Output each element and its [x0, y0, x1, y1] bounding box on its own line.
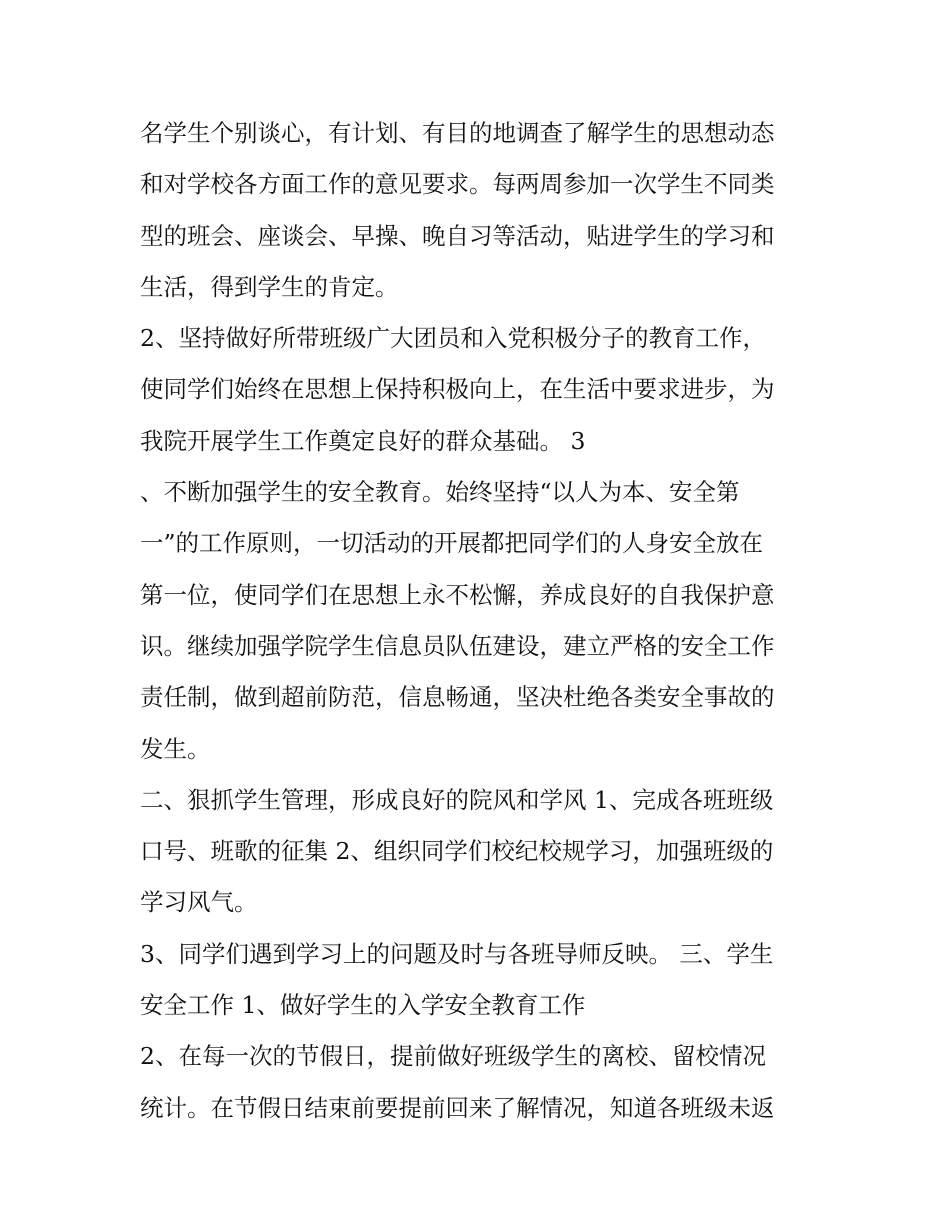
text-line: 生活，得到学生的肯定。	[140, 272, 399, 301]
body-text	[140, 108, 820, 1134]
text-line: 发生。	[140, 734, 211, 763]
text-line: 第一位，使同学们在思想上永不松懈，养成良好的自我保护意	[140, 580, 775, 609]
text-line: 我院开展学生工作奠定良好的群众基础。 3	[140, 426, 586, 455]
text-line: 责任制，做到超前防范，信息畅通，坚决杜绝各类安全事故的	[140, 683, 775, 712]
text-line: 使同学们始终在思想上保持积极向上，在生活中要求进步，为	[140, 375, 775, 404]
text-line: 统计。在节假日结束前要提前回来了解情况，知道各班级未返	[140, 1093, 775, 1122]
text-line: 二、狠抓学生管理，形成良好的院风和学风 1、完成各班班级	[140, 785, 774, 814]
text-line: 学习风气。	[140, 888, 258, 917]
text-line: 名学生个别谈心，有计划、有目的地调查了解学生的思想动态	[140, 119, 775, 147]
text-line: 一”的工作原则，一切活动的开展都把同学们的人身安全放在	[140, 529, 764, 558]
text-line: 3、同学们遇到学习上的问题及时与各班导师反映。 三、学生	[140, 939, 774, 968]
text-line: 2、在每一次的节假日，提前做好班级学生的离校、留校情况	[140, 1042, 766, 1071]
text-line: 口号、班歌的征集 2、组织同学们校纪校规学习，加强班级的	[140, 837, 774, 866]
text-line: 型的班会、座谈会、早操、晚自习等活动，贴进学生的学习和	[140, 221, 775, 250]
text-line: 安全工作 1、做好学生的入学安全教育工作	[140, 991, 586, 1020]
text-line: 和对学校各方面工作的意见要求。每两周参加一次学生不同类	[140, 170, 775, 199]
text-line: 、不断加强学生的安全教育。始终坚持“以人为本、安全第	[140, 478, 740, 507]
text-line: 2、坚持做好所带班级广大团员和入党积极分子的教育工作，	[140, 324, 766, 353]
text-line: 识。继续加强学院学生信息员队伍建设，建立严格的安全工作	[140, 631, 775, 660]
